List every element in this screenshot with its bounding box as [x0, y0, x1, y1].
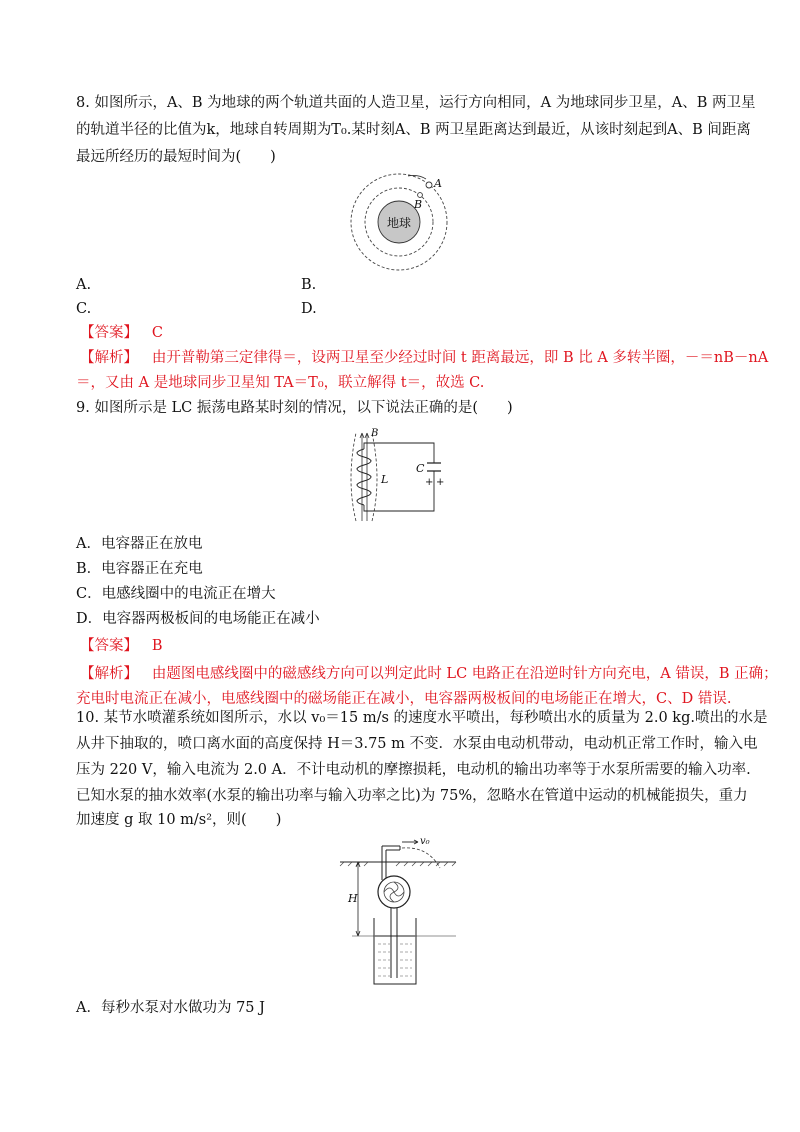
q8-orbit-figure: [346, 170, 466, 274]
label-plus-2: +: [436, 477, 445, 488]
earth-label: 地球: [386, 216, 412, 230]
q8-analysis-text-1: 由开普勒第三定律得＝，设两卫星至少经过时间 t 距离最远，即 B 比 A 多转半圈，－＝nB－nA: [151, 350, 769, 366]
q9-option-d[interactable]: D．电容器两极板间的电场能正在减小: [76, 611, 320, 627]
q10-option-a[interactable]: A．每秒水泵对水做功为 75 J: [76, 1000, 265, 1016]
label-c: C: [416, 462, 425, 475]
q8-answer: [80, 323, 163, 343]
label-a: A: [434, 177, 442, 190]
q8-analysis-line-1: [80, 348, 768, 368]
q8-analysis-tag: 【解析】: [80, 350, 138, 366]
q9-answer: [80, 636, 162, 656]
q8-answer-value: C: [151, 325, 163, 341]
q8-option-d[interactable]: D.: [301, 301, 317, 317]
q10-stem-line-3: 压为 220 V，输入电流为 2.0 A．不计电动机的摩擦损耗，电动机的输出功率等于水泵所需要的输入功率.: [76, 762, 751, 778]
q9-analysis-line-2: 充电时电流正在减小，电感线圈中的磁场能正在减小，电容器两极板间的电场能正在增大，C、D 错误.: [76, 691, 732, 707]
q10-stem-line-2: 从井下抽取的，喷口离水面的高度保持 H＝3.75 m 不变．水泵由电动机带动，电动机正常工作时，输入电: [76, 736, 758, 752]
q10-stem-line-4: 已知水泵的抽水效率(水泵的输出功率与输入功率之比)为 75%，忽略水在管道中运动的机械能损失，重力: [76, 788, 748, 804]
q8-analysis-line-2: ＝，又由 A 是地球同步卫星知 TA＝T₀，联立解得 t＝，故选 C.: [76, 375, 485, 391]
q8-option-b[interactable]: B.: [301, 277, 317, 293]
q8-answer-tag: 【答案】: [80, 325, 138, 341]
label-h: H: [348, 892, 358, 905]
q8-stem-line-2: 的轨道半径的比值为k，地球自转周期为T₀.某时刻A、B 两卫星距离达到最近，从该时刻起到A、B 间距离: [76, 122, 751, 138]
q9-lc-circuit-figure: [340, 425, 450, 525]
motion-arrow: [408, 175, 426, 179]
q9-analysis-line-1: [80, 664, 778, 684]
label-l: L: [381, 473, 389, 486]
q9-stem: 9. 如图所示是 LC 振荡电路某时刻的情况，以下说法正确的是( ): [76, 400, 513, 416]
q9-answer-value: B: [151, 638, 163, 654]
q8-stem-line-1: 8. 如图所示，A、B 为地球的两个轨道共面的人造卫星，运行方向相同，A 为地球同步卫星，A、B 两卫星: [76, 95, 756, 111]
q9-analysis-text-1: 由题图电感线圈中的磁感线方向可以判定此时 LC 电路正在沿逆时针方向充电，A 错误，B 正确；: [151, 666, 778, 682]
q9-analysis-tag: 【解析】: [80, 666, 138, 682]
label-b-field: B: [371, 428, 379, 439]
q9-option-c[interactable]: C．电感线圈中的电流正在增大: [76, 586, 276, 602]
q8-option-a[interactable]: A.: [76, 277, 92, 293]
q9-option-a[interactable]: A．电容器正在放电: [76, 536, 203, 552]
label-v0: v₀: [420, 836, 430, 847]
label-b: B: [414, 198, 423, 211]
q10-pump-figure: [338, 832, 468, 992]
satellite-a: [426, 182, 432, 188]
satellite-b: [418, 193, 423, 198]
q9-option-b[interactable]: B．电容器正在充电: [76, 561, 203, 577]
q9-answer-tag: 【答案】: [80, 638, 138, 654]
q10-stem-line-5: 加速度 g 取 10 m/s²，则( ): [76, 812, 282, 828]
q8-option-c[interactable]: C.: [76, 301, 92, 317]
q8-stem-line-3: 最远所经历的最短时间为( ): [76, 149, 276, 165]
label-plus-1: +: [425, 477, 434, 488]
q10-stem-line-1: 10. 某节水喷灌系统如图所示，水以 v₀＝15 m/s 的速度水平喷出，每秒喷出水的质量为 2.0 kg.喷出的水是: [76, 710, 768, 726]
